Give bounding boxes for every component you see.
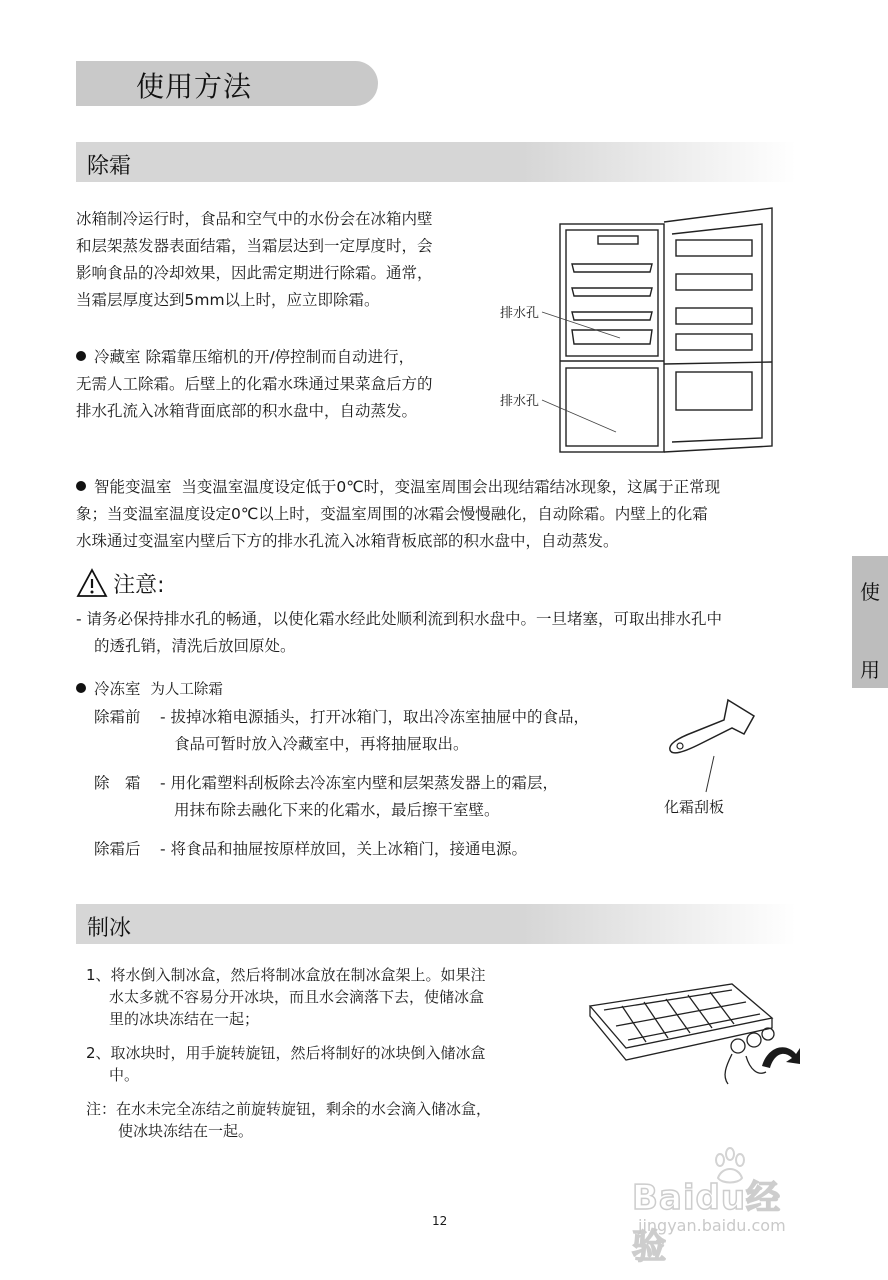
- fridge-defrost-para: [76, 344, 496, 425]
- caution-text: [76, 606, 816, 660]
- text-line: 的透孔销，清洗后放回原处。: [94, 637, 296, 655]
- section-header-ice: [76, 904, 796, 944]
- text-line: 水珠通过变温室内壁后下方的排水孔流入冰箱背板底部的积水盘中，自动蒸发。: [76, 532, 619, 550]
- text-line: 注：在水未完全冻结之前旋转旋钮，剩余的水会滴入储冰盒，: [86, 1100, 492, 1118]
- ice-steps: [86, 964, 566, 1142]
- page-number: 12: [432, 1214, 448, 1228]
- freezer-label: 冷冻室: [94, 680, 141, 698]
- text-line: 象；当变温室温度设定0℃以上时，变温室周围的冰霜会慢慢融化，自动除霜。内壁上的化霜: [76, 505, 708, 523]
- bullet-icon: [76, 481, 86, 491]
- caution-heading: [76, 568, 165, 602]
- freezer-sub: 为人工除霜: [150, 682, 223, 698]
- side-tab: [852, 556, 888, 688]
- smart-zone-para: [76, 474, 816, 555]
- step-label: 除霜前: [94, 708, 141, 726]
- section-title-ice: 制冰: [87, 916, 132, 941]
- watermark-url: jingyan.baidu.com: [638, 1216, 786, 1235]
- text-line: 食品可暂时放入冷藏室中，再将抽屉取出。: [174, 735, 469, 753]
- step-label: 除霜后: [94, 840, 141, 858]
- ice-note: [86, 1098, 566, 1142]
- defrost-intro: [76, 206, 496, 314]
- bullet-icon: [76, 351, 86, 361]
- defrost-step: [94, 836, 654, 863]
- text-line: 中。: [109, 1066, 140, 1084]
- caution-title: 注意:: [113, 573, 165, 598]
- defrost-step: [94, 770, 654, 824]
- text-line: 影响食品的冷却效果，因此需定期进行除霜。通常，: [76, 264, 433, 282]
- text-line: - 将食品和抽屉按原样放回，关上冰箱门，接通电源。: [160, 840, 528, 858]
- text-line: 无需人工除霜。后壁上的化霜水珠通过果菜盒后方的: [76, 375, 433, 393]
- ice-tray-illustration: [582, 966, 804, 1086]
- side-tab-char: 用: [860, 658, 880, 682]
- watermark-brand: Baidu经验: [632, 1178, 782, 1267]
- side-tab-char: 使: [860, 580, 880, 604]
- text-line: 和层架蒸发器表面结霜，当霜层达到一定厚度时，会: [76, 237, 433, 255]
- text-line: - 用化霜塑料刮板除去冷冻室内壁和层架蒸发器上的霜层，: [160, 774, 559, 792]
- text-line: 1、将水倒入制冰盒，然后将制冰盒放在制冰盒架上。如果注: [86, 966, 486, 984]
- section-title-defrost: 除霜: [87, 154, 132, 179]
- text-line: 当霜层厚度达到5mm以上时，应立即除霜。: [76, 291, 380, 309]
- text-line: 除霜靠压缩机的开/停控制而自动进行，: [145, 348, 415, 366]
- page-title: 使用方法: [136, 70, 253, 103]
- ice-step: [86, 964, 566, 1030]
- defrost-step: [94, 704, 654, 758]
- warning-icon: [76, 568, 108, 598]
- drain-hole-label-1: 排水孔: [500, 306, 540, 321]
- text-line: 用抹布除去融化下来的化霜水，最后擦干室壁。: [174, 801, 500, 819]
- text-line: 使冰块冻结在一起。: [118, 1122, 254, 1140]
- fridge-label: 冷藏室: [94, 348, 141, 366]
- step-label: 除 霜: [94, 774, 141, 792]
- bullet-icon: [76, 683, 86, 693]
- freezer-heading: [76, 676, 223, 704]
- text-line: 排水孔流入冰箱背面底部的积水盘中，自动蒸发。: [76, 402, 418, 420]
- defrost-steps: [94, 704, 654, 863]
- section-header-defrost: [76, 142, 796, 182]
- ice-step: [86, 1042, 566, 1086]
- scraper-illustration: [660, 694, 760, 794]
- fridge-illustration: [500, 196, 790, 456]
- text-line: [76, 344, 496, 371]
- scraper-label: 化霜刮板: [664, 798, 725, 816]
- text-line: [76, 474, 816, 501]
- text-line: - 请务必保持排水孔的畅通，以使化霜水经此处顺利流到积水盘中。一旦堵塞，可取出排水孔中: [76, 610, 723, 628]
- page-title-banner: [76, 61, 378, 106]
- text-line: 冰箱制冷运行时，食品和空气中的水份会在冰箱内壁: [76, 210, 433, 228]
- text-line: 当变温室温度设定低于0℃时，变温室周围会出现结霜结冰现象，这属于正常现: [181, 478, 721, 496]
- drain-hole-label-2: 排水孔: [500, 394, 540, 409]
- text-line: - 拔掉冰箱电源插头，打开冰箱门，取出冷冻室抽屉中的食品，: [160, 708, 590, 726]
- text-line: 里的冰块冻结在一起；: [109, 1010, 260, 1028]
- smart-zone-label: 智能变温室: [94, 478, 172, 496]
- text-line: 水太多就不容易分开冰块，而且水会滴落下去，使储冰盒: [109, 988, 485, 1006]
- text-line: 2、取冰块时，用手旋转旋钮，然后将制好的冰块倒入储冰盒: [86, 1044, 486, 1062]
